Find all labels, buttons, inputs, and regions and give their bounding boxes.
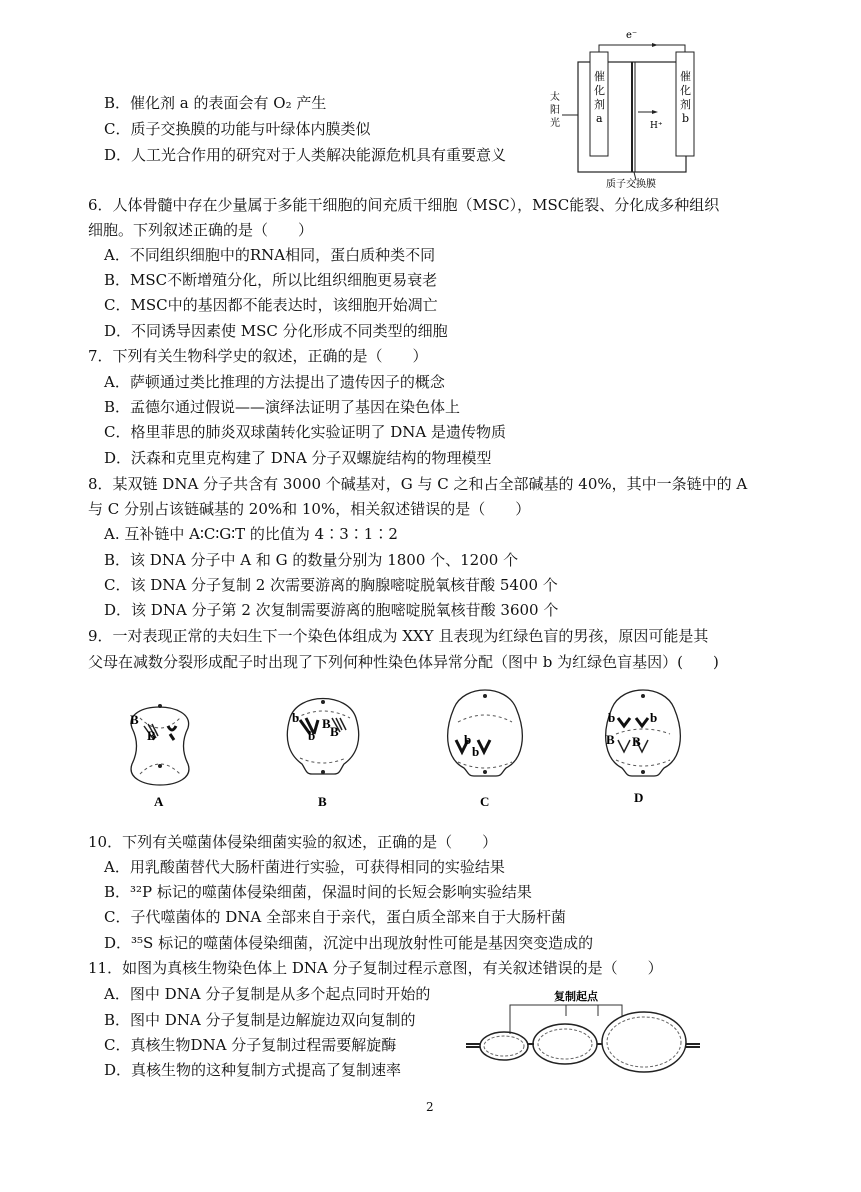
gene-label-B5: B — [606, 732, 615, 747]
q6-option-c: C．MSC中的基因都不能表达时，该细胞开始凋亡 — [104, 296, 438, 314]
cell-figure-c — [440, 688, 530, 812]
q7-option-c: C．格里菲思的肺炎双球菌转化实验证明了 DNA 是遗传物质 — [104, 423, 506, 441]
figure-label-b: B — [318, 794, 327, 809]
q11-option-b: B．图中 DNA 分子复制是边解旋边双向复制的 — [104, 1011, 416, 1029]
q11-stem: 11．如图为真核生物染色体上 DNA 分子复制过程示意图，有关叙述错误的是（ ） — [88, 959, 663, 977]
q6-option-b: B．MSC不断增殖分化，所以比组织细胞更易衰老 — [104, 271, 438, 289]
q11-option-c: C．真核生物DNA 分子复制过程需要解旋酶 — [104, 1036, 397, 1054]
replication-origin-label: 复制起点 — [554, 990, 598, 1003]
cell-figure-b — [278, 688, 368, 812]
q10-stem: 10．下列有关噬菌体侵染细菌实验的叙述，正确的是（ ） — [88, 833, 498, 851]
q10-option-c: C．子代噬菌体的 DNA 全部来自于亲代，蛋白质全部来自于大肠杆菌 — [104, 908, 566, 926]
q8-option-c: C．该 DNA 分子复制 2 次需要游离的胸腺嘧啶脱氧核苷酸 5400 个 — [104, 576, 558, 594]
figure-label-c: C — [480, 794, 490, 809]
figure-label-d: D — [634, 790, 644, 805]
q7-stem: 7．下列有关生物科学史的叙述，正确的是（ ） — [88, 347, 428, 365]
q7-option-a: A．萨顿通过类比推理的方法提出了遗传因子的概念 — [104, 373, 445, 391]
q10-option-a: A．用乳酸菌替代大肠杆菌进行实验，可获得相同的实验结果 — [104, 858, 505, 876]
q6-stem-line1: 6．人体骨髓中存在少量属于多能干细胞的间充质干细胞（MSC），MSC能裂、分化成多种组织 — [88, 196, 720, 214]
photosynthesis-device-figure — [548, 30, 718, 190]
gene-label-b2: b — [308, 728, 316, 743]
catalyst-b-label: 催 化 剂 b — [680, 70, 691, 125]
gene-label-B4: B — [330, 724, 339, 739]
electron-label: e⁻ — [626, 30, 638, 41]
gene-label-b6: b — [650, 710, 658, 725]
dna-replication-figure — [462, 988, 702, 1073]
sun-label: 太 阳 光 — [550, 92, 560, 129]
membrane-label: 质子交换膜 — [606, 179, 656, 190]
gene-label-B3: B — [322, 716, 331, 731]
gene-label-B1: B — [130, 712, 139, 727]
q7-option-b: B．孟德尔通过假说——演绎法证明了基因在染色体上 — [104, 398, 461, 416]
figure-label-a: A — [154, 794, 164, 809]
gene-label-B2: B — [147, 728, 156, 743]
q7-option-d: D．沃森和克里克构建了 DNA 分子双螺旋结构的物理模型 — [104, 449, 492, 467]
q8-option-a: A. 互补链中 A∶C∶G∶T 的比值为 4∶3∶1∶2 — [104, 525, 398, 543]
q6-option-a: A．不同组织细胞中的RNA相同，蛋白质种类不同 — [104, 246, 436, 264]
q10-option-d: D．³⁵S 标记的噬菌体侵染细菌，沉淀中出现放射性可能是基因突变造成的 — [104, 934, 594, 952]
gene-label-b5: b — [608, 710, 616, 725]
q8-stem-line1: 8．某双链 DNA 分子共含有 3000 个碱基对，G 与 C 之和占全部碱基的 40%，其中一条链中的 A — [88, 475, 748, 493]
q5-option-b: B．催化剂 a 的表面会有 O₂ 产生 — [104, 94, 327, 112]
q10-option-b: B．³²P 标记的噬菌体侵染细菌，保温时间的长短会影响实验结果 — [104, 883, 532, 901]
q6-option-d: D．不同诱导因素使 MSC 分化形成不同类型的细胞 — [104, 322, 448, 340]
cell-figure-a — [118, 688, 202, 812]
gene-label-b1: b — [292, 710, 300, 725]
q5-option-d: D．人工光合作用的研究对于人类解决能源危机具有重要意义 — [104, 146, 507, 164]
gene-label-b4: b — [472, 744, 480, 759]
page-number: 2 — [426, 1100, 434, 1114]
q9-stem-line2: 父母在减数分裂形成配子时出现了下列何种性染色体异常分配（图中 b 为红绿色盲基因）( ) — [88, 653, 719, 671]
q8-stem-line2: 与 C 分别占该链碱基的 20%和 10%，相关叙述错误的是（ ） — [88, 500, 531, 518]
q11-option-d: D．真核生物的这种复制方式提高了复制速率 — [104, 1061, 402, 1079]
catalyst-a-label: 催 化 剂 a — [594, 70, 605, 125]
q8-option-b: B．该 DNA 分子中 A 和 G 的数量分别为 1800 个、1200 个 — [104, 551, 519, 569]
q6-stem-line2: 细胞。下列叙述正确的是（ ） — [88, 221, 314, 239]
q5-option-c: C．质子交换膜的功能与叶绿体内膜类似 — [104, 120, 371, 138]
q9-stem-line1: 9．一对表现正常的夫妇生下一个染色体组成为 XXY 且表现为红绿色盲的男孩，原因可能是其 — [88, 627, 709, 645]
proton-label: H⁺ — [650, 121, 663, 131]
q11-option-a: A．图中 DNA 分子复制是从多个起点同时开始的 — [104, 985, 431, 1003]
cell-figure-d — [598, 688, 688, 812]
gene-label-B6: B — [632, 734, 641, 749]
gene-label-b3: b — [464, 732, 472, 747]
q8-option-d: D．该 DNA 分子第 2 次复制需要游离的胞嘧啶脱氧核苷酸 3600 个 — [104, 601, 559, 619]
